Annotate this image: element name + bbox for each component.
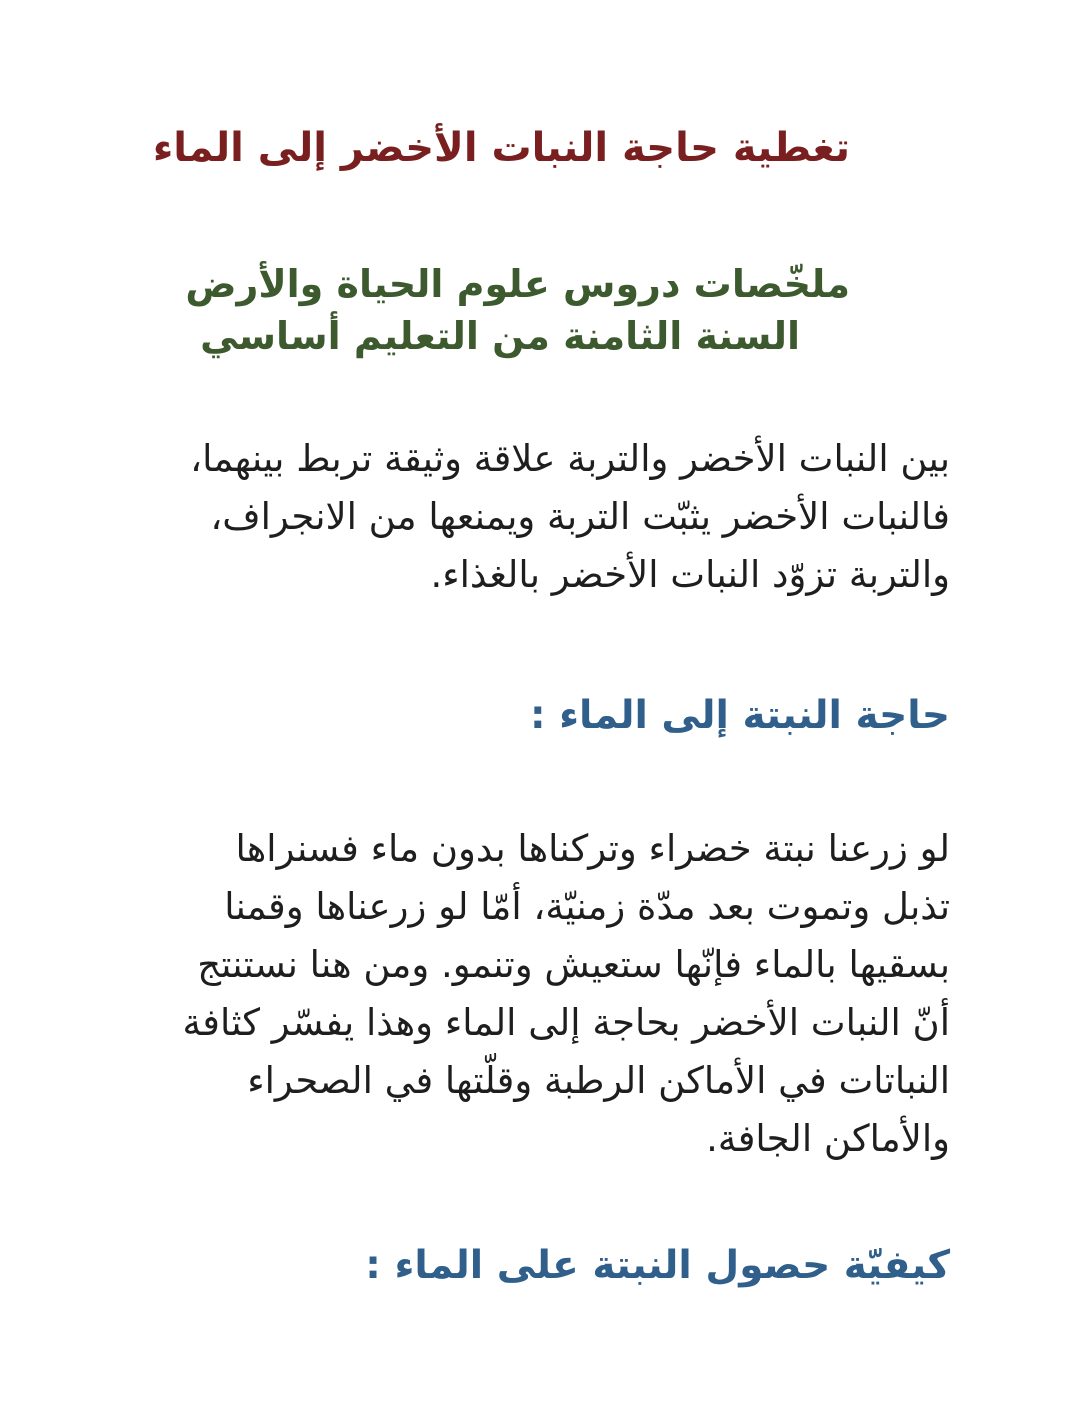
paragraph-line: تذبل وتموت بعد مدّة زمنيّة، أمّا لو زرعناها وقمنا bbox=[224, 885, 950, 928]
document-title: تغطية حاجة النبات الأخضر إلى الماء bbox=[152, 125, 850, 171]
intro-paragraph bbox=[135, 430, 950, 604]
section-heading-water-need: حاجة النبتة إلى الماء : bbox=[529, 693, 950, 738]
paragraph-line: بسقيها بالماء فإنّها ستعيش وتنمو. ومن هنا نستنتج bbox=[197, 943, 950, 986]
paragraph-line: النباتات في الأماكن الرطبة وقلّتها في الصحراء bbox=[247, 1059, 950, 1102]
intro-line: فالنبات الأخضر يثبّت التربة ويمنعها من الانجراف، bbox=[210, 495, 950, 538]
water-need-paragraph bbox=[135, 820, 950, 1168]
section-heading-water-acquisition: كيفيّة حصول النبتة على الماء : bbox=[365, 1243, 950, 1288]
intro-line: بين النبات الأخضر والتربة علاقة وثيقة تربط بينهما، bbox=[190, 437, 950, 480]
paragraph-line: والأماكن الجافة. bbox=[706, 1117, 950, 1160]
intro-line: والتربة تزوّد النبات الأخضر بالغذاء. bbox=[430, 553, 950, 596]
paragraph-line: لو زرعنا نبتة خضراء وتركناها بدون ماء فسنراها bbox=[235, 827, 950, 870]
document-subtitle-grade: السنة الثامنة من التعليم أساسي bbox=[200, 314, 800, 358]
document-subtitle-summary: ملخّصات دروس علوم الحياة والأرض bbox=[185, 262, 850, 306]
paragraph-line: أنّ النبات الأخضر بحاجة إلى الماء وهذا يفسّر كثافة bbox=[182, 1001, 950, 1044]
